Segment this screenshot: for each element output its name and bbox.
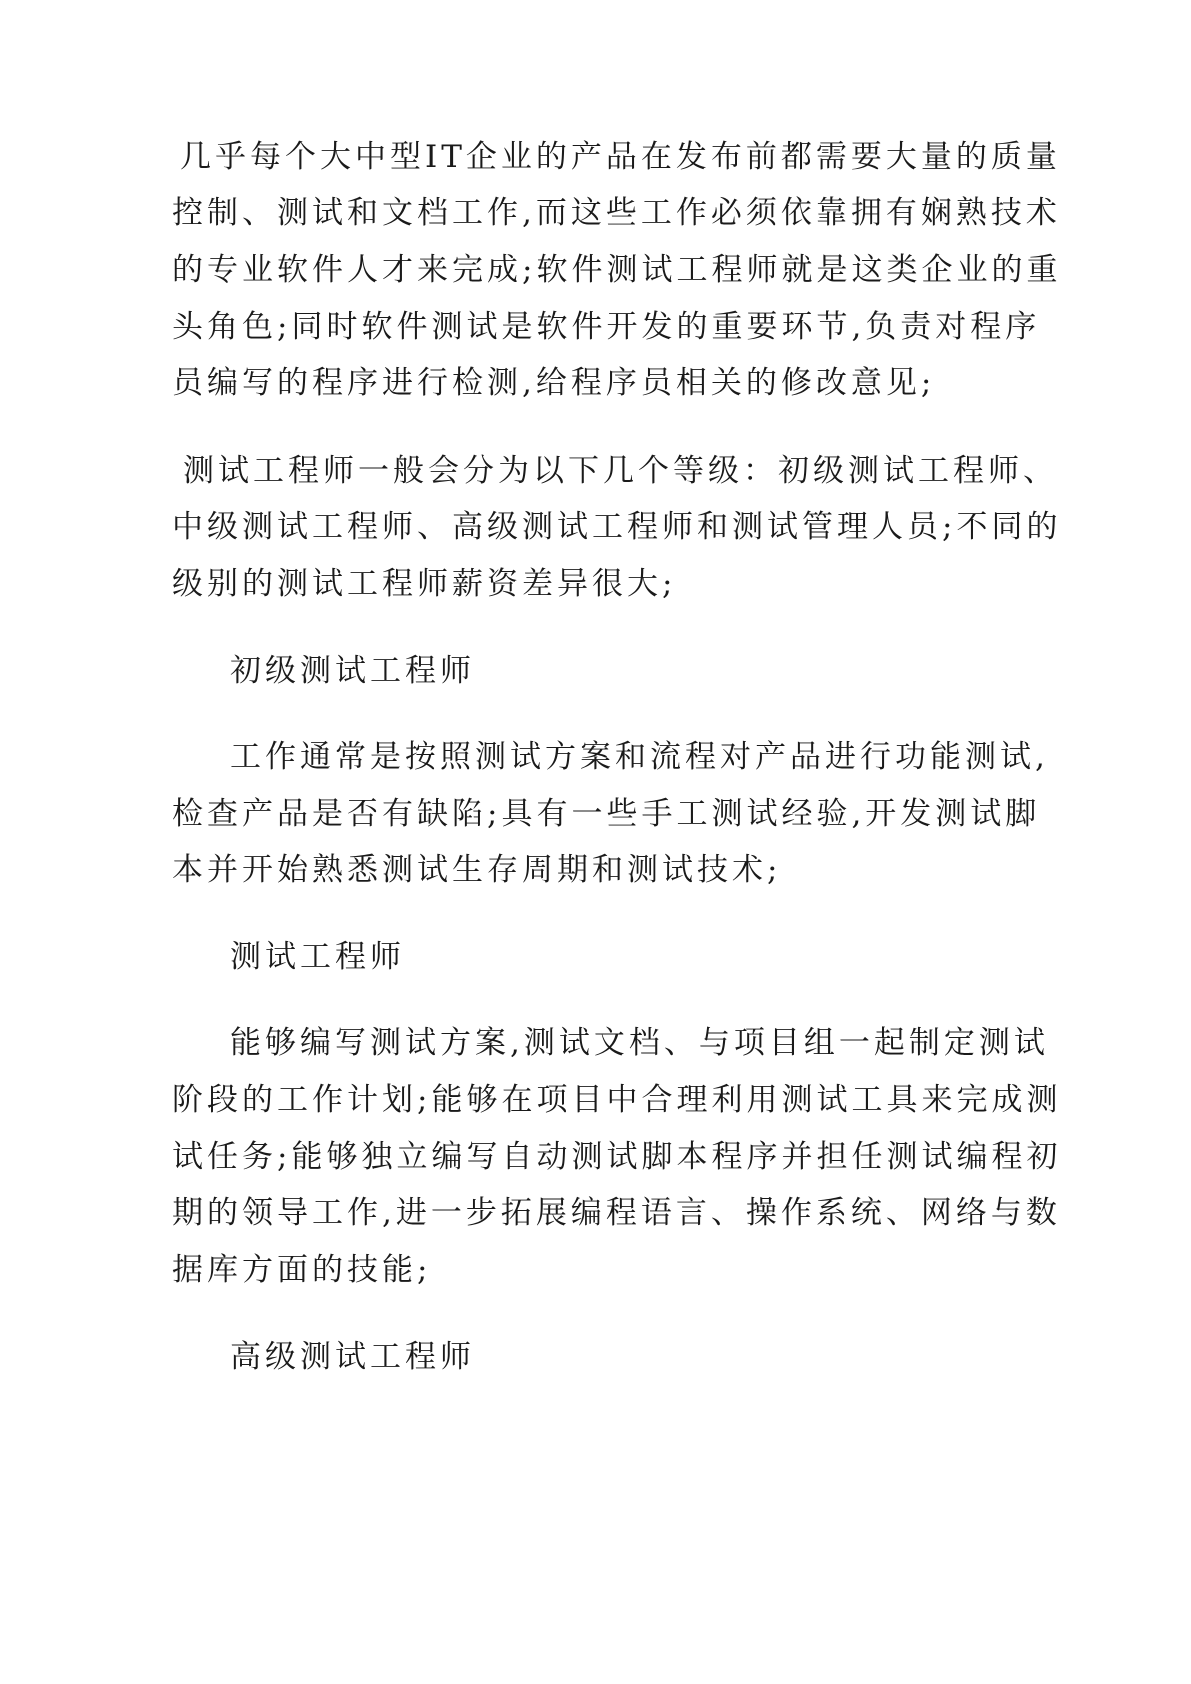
paragraph-line: 检查产品是否有缺陷;具有一些手工测试经验,开发测试脚 (172, 796, 1041, 832)
paragraph-line: 阶段的工作计划;能够在项目中合理利用测试工具来完成测 (172, 1082, 1062, 1118)
paragraph-line: 级别的测试工程师薪资差异很大; (172, 566, 677, 602)
paragraph-line: 头角色;同时软件测试是软件开发的重要环节,负责对程序 (172, 309, 1041, 345)
section-heading-senior: 高级测试工程师 (230, 1339, 475, 1375)
paragraph-line: 的专业软件人才来完成;软件测试工程师就是这类企业的重 (172, 252, 1062, 288)
section-heading-junior: 初级测试工程师 (230, 653, 475, 689)
paragraph-line: 据库方面的技能; (172, 1252, 432, 1288)
paragraph-line: 几乎每个大中型IT企业的产品在发布前都需要大量的质量 (180, 139, 1061, 175)
paragraph-line: 能够编写测试方案,测试文档、与项目组一起制定测试 (230, 1025, 1049, 1061)
paragraph-line: 期的领导工作,进一步拓展编程语言、操作系统、网络与数 (172, 1195, 1061, 1231)
paragraph-line: 试任务;能够独立编写自动测试脚本程序并担任测试编程初 (172, 1139, 1062, 1175)
paragraph-line: 员编写的程序进行检测,给程序员相关的修改意见; (172, 365, 936, 401)
paragraph-line: 本并开始熟悉测试生存周期和测试技术; (172, 852, 782, 888)
paragraph-line: 中级测试工程师、高级测试工程师和测试管理人员;不同的 (172, 509, 1062, 545)
paragraph-line: 工作通常是按照测试方案和流程对产品进行功能测试, (230, 739, 1049, 775)
paragraph-line: 测试工程师一般会分为以下几个等级：初级测试工程师、 (183, 453, 1058, 489)
paragraph-line: 控制、测试和文档工作,而这些工作必须依靠拥有娴熟技术 (172, 195, 1061, 231)
section-heading-engineer: 测试工程师 (230, 939, 405, 975)
